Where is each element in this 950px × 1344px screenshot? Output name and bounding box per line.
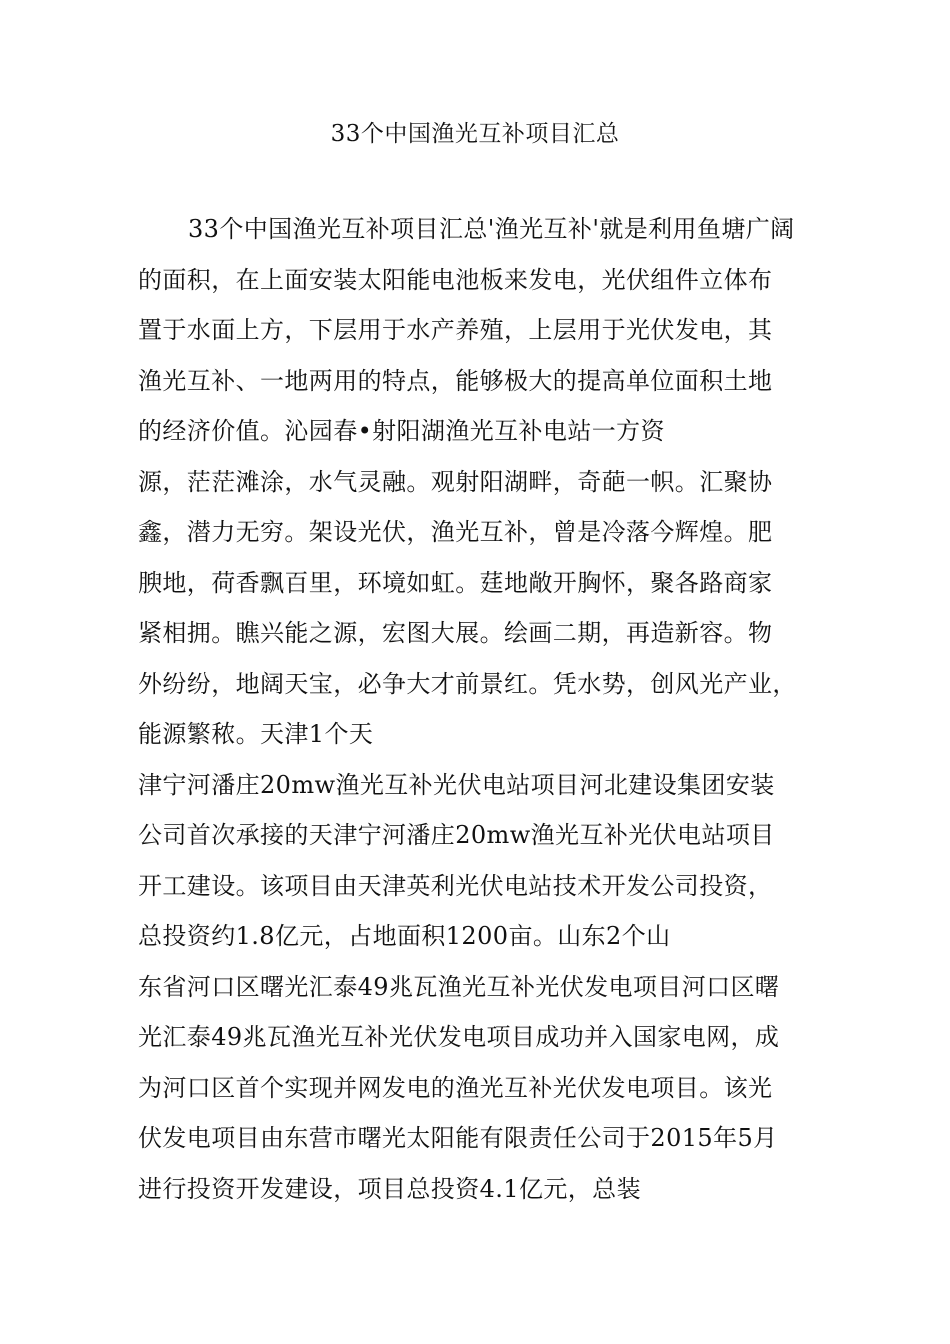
text-line: 东省河口区曙光汇泰49兆瓦渔光互补光伏发电项目河口区曙 <box>138 972 780 1001</box>
text-line: 33个中国渔光互补项目汇总'渔光互补'就是利用鱼塘广阔 <box>188 215 795 243</box>
text-line: 公司首次承接的天津宁河潘庄20mw渔光互补光伏电站项目 <box>138 821 775 849</box>
text-line: 源，茫茫滩涂，水气灵融。观射阳湖畔，奇葩一帜。汇聚协 <box>138 467 773 496</box>
text-line: 的面积，在上面安装太阳能电池板来发电，光伏组件立体布 <box>138 265 773 294</box>
text-line: 置于水面上方，下层用于水产养殖，上层用于光伏发电，其 <box>138 316 773 344</box>
text-line: 紧相拥。瞧兴能之源，宏图大展。绘画二期，再造新容。物 <box>138 619 773 647</box>
text-line: 光汇泰49兆瓦渔光互补光伏发电项目成功并入国家电网，成 <box>138 1023 780 1051</box>
text-line: 腴地，荷香飘百里，环境如虹。莛地敞开胸怀，聚各路商家 <box>138 568 773 597</box>
text-line: 开工建设。该项目由天津英利光伏电站技术开发公司投资， <box>138 871 773 900</box>
text-line: 进行投资开发建设，项目总投资4.1亿元，总装 <box>138 1174 641 1203</box>
text-line: 的经济价值。沁园春•射阳湖渔光互补电站一方资 <box>138 417 665 445</box>
body-paragraph <box>138 204 818 1214</box>
text-line: 为河口区首个实现并网发电的渔光互补光伏发电项目。该光 <box>138 1073 773 1102</box>
text-line: 鑫，潜力无穷。架设光伏，渔光互补，曾是冷落今辉煌。肥 <box>138 518 773 546</box>
document-title: 33个中国渔光互补项目汇总 <box>330 121 620 147</box>
text-line: 外纷纷，地阔天宝，必争大才前景红。凭水势，创风光产业， <box>138 669 797 698</box>
text-line: 渔光互补、一地两用的特点，能够极大的提高单位面积土地 <box>138 366 773 395</box>
text-line: 伏发电项目由东营市曙光太阳能有限责任公司于2015年5月 <box>138 1124 778 1152</box>
text-line: 津宁河潘庄20mw渔光互补光伏电站项目河北建设集团安装 <box>138 770 775 799</box>
text-line: 能源繁秾。天津1个天 <box>138 720 374 748</box>
text-line: 总投资约1.8亿元，占地面积1200亩。山东2个山 <box>138 922 671 950</box>
